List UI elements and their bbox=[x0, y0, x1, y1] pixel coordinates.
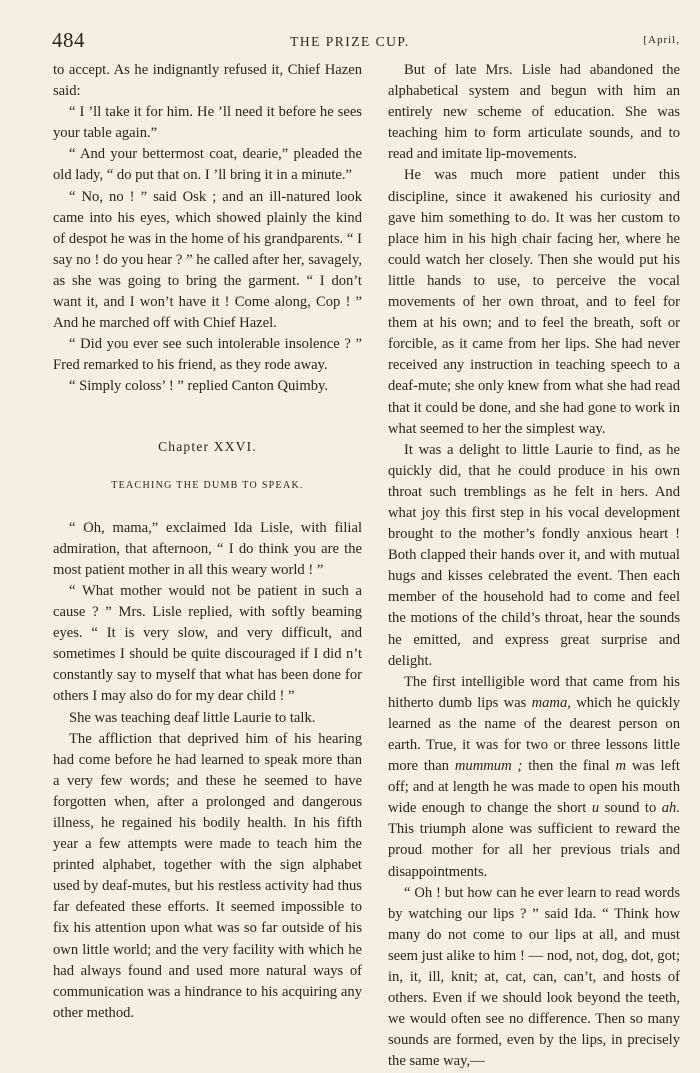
right-column bbox=[388, 60, 680, 1073]
italic-word: u bbox=[591, 800, 600, 817]
text-run: then the final bbox=[522, 758, 616, 775]
paragraph: “ Oh ! but how can he ever learn to read words by watching our lips ? ” said Ida. “ Think how many do not come to our lips at all, and must seem just alike to him ! — nod, not, dog, dot, got; in, it, ill, knit; at, cat, can, can’t, and hosts of others. Even if we should look beyond the teeth, we would often see no difference. Then so many sounds are formed, even by the lips, in precisely the same way,— bbox=[388, 884, 680, 1070]
chapter-heading: Chapter XXVI. bbox=[158, 438, 257, 454]
page-number: 484 bbox=[52, 28, 85, 52]
paragraph: “ Simply coloss’ ! ” replied Canton Quimby. bbox=[69, 378, 328, 395]
paragraph: to accept. As he indignantly refused it, Chief Hazen said: bbox=[53, 62, 362, 100]
italic-word: mama bbox=[531, 694, 568, 711]
italic-word: mummum ; bbox=[454, 758, 523, 775]
text-run: , which he quickly learned as the name of the dearest person on earth. True, it was for two or three lessons little more than bbox=[388, 694, 680, 775]
running-title: THE PRIZE CUP. bbox=[290, 34, 410, 49]
text-run: The first intelligible word that came from his hitherto dumb lips was bbox=[388, 673, 680, 711]
paragraph: He was much more patient under this discipline, since it awakened his curiosity and gave him something to do. It was her custom to place him in his high chair facing her, where he could watch her closely. Then she would put his little hands to use, to perceive the vocal movements of her own throat, and to feel for them at his own; and to feel the breath, soft or forcible, as it came from her lips. She had never received any instruction in teaching speech to a deaf-mute; she only knew from what she had read that it could be done, and she had gone to work in what seemed to her the simplest way. bbox=[388, 167, 680, 437]
paragraph: The affliction that deprived him of his hearing had come before he had learned to speak more than a very few words; and these he seemed to have forgotten when, after a prolonged and dangerous illness, he regained his bodily health. In his fifth year a few attempts were made to teach him the printed alphabet, together with the sign alphabet used by deaf-mutes, but his restless activity had thus far defeated these efforts. It seemed impossible to fix his attention upon what was so far outside of his own little world; and the very facility with which he had always found and used more natural ways of communication was a hindrance to his acquiring any other method. bbox=[53, 730, 362, 1021]
paragraph: “ What mother would not be patient in such a cause ? ” Mrs. Lisle replied, with softly beaming eyes. “ It is very slow, and very difficult, and sometimes I should be quite discouraged if I did n’t constantly say to myself that what has been done for others I may also do for my dear child ! ” bbox=[53, 582, 362, 705]
paragraph: But of late Mrs. Lisle had abandoned the alphabetical system and begun with him an entirely new scheme of education. She was teaching him to form articulate sounds, and to read and imitate lip-movements. bbox=[388, 62, 680, 163]
paragraph: “ Did you ever see such intolerable insolence ? ” Fred remarked to his friend, as they rode away. bbox=[53, 336, 362, 374]
paragraph: She was teaching deaf little Laurie to talk. bbox=[69, 709, 316, 726]
issue-month: [April, bbox=[643, 34, 680, 46]
left-column bbox=[53, 60, 362, 1024]
paragraph: “ I ’ll take it for him. He ’ll need it before he sees your table again.” bbox=[53, 104, 362, 142]
paragraph: “ Oh, mama,” exclaimed Ida Lisle, with filial admiration, that afternoon, “ I do think you are the most patient mother in all this weary world ! ” bbox=[53, 519, 362, 578]
italic-word: m bbox=[615, 758, 627, 775]
paragraph: It was a delight to little Laurie to find, as he quickly did, that he could produce in his own throat such tremblings as he felt in hers. And what joy this first step in his vocal development brought to the mother’s fondly anxious heart ! Both clapped their hands over it, and with mutual hugs and kisses celebrated the event. Then each member of the household had to come and feel the motions of the child’s throat, hear the sounds he emitted, and express great surprise and delight. bbox=[388, 441, 680, 669]
chapter-subtitle: TEACHING THE DUMB TO SPEAK. bbox=[111, 479, 304, 491]
paragraph bbox=[388, 672, 680, 883]
running-header bbox=[0, 28, 700, 54]
paragraph: “ No, no ! ” said Osk ; and an ill-natured look came into his eyes, which showed plainly the kind of despot he was in the home of his grandparents. “ I say no ! do you hear ? ” he called after her, savagely, as she was going to bring the garment. “ I don’t want it, and I won’t have it ! Come along, Cop ! ” And he marched off with Chief Hazel. bbox=[53, 188, 362, 332]
paragraph: “ And your bettermost coat, dearie,” pleaded the old lady, “ do put that on. I ’ll bring it in a minute.” bbox=[53, 146, 362, 184]
text-run: was left off; and at length he was made to open his mouth wide enough to change the short bbox=[388, 758, 680, 817]
text-run: This triumph alone was sufficient to reward the proud mother for all her previous trials and disappointments. bbox=[388, 821, 680, 880]
text-run: sound to bbox=[599, 800, 662, 817]
italic-word: ah. bbox=[661, 800, 680, 817]
